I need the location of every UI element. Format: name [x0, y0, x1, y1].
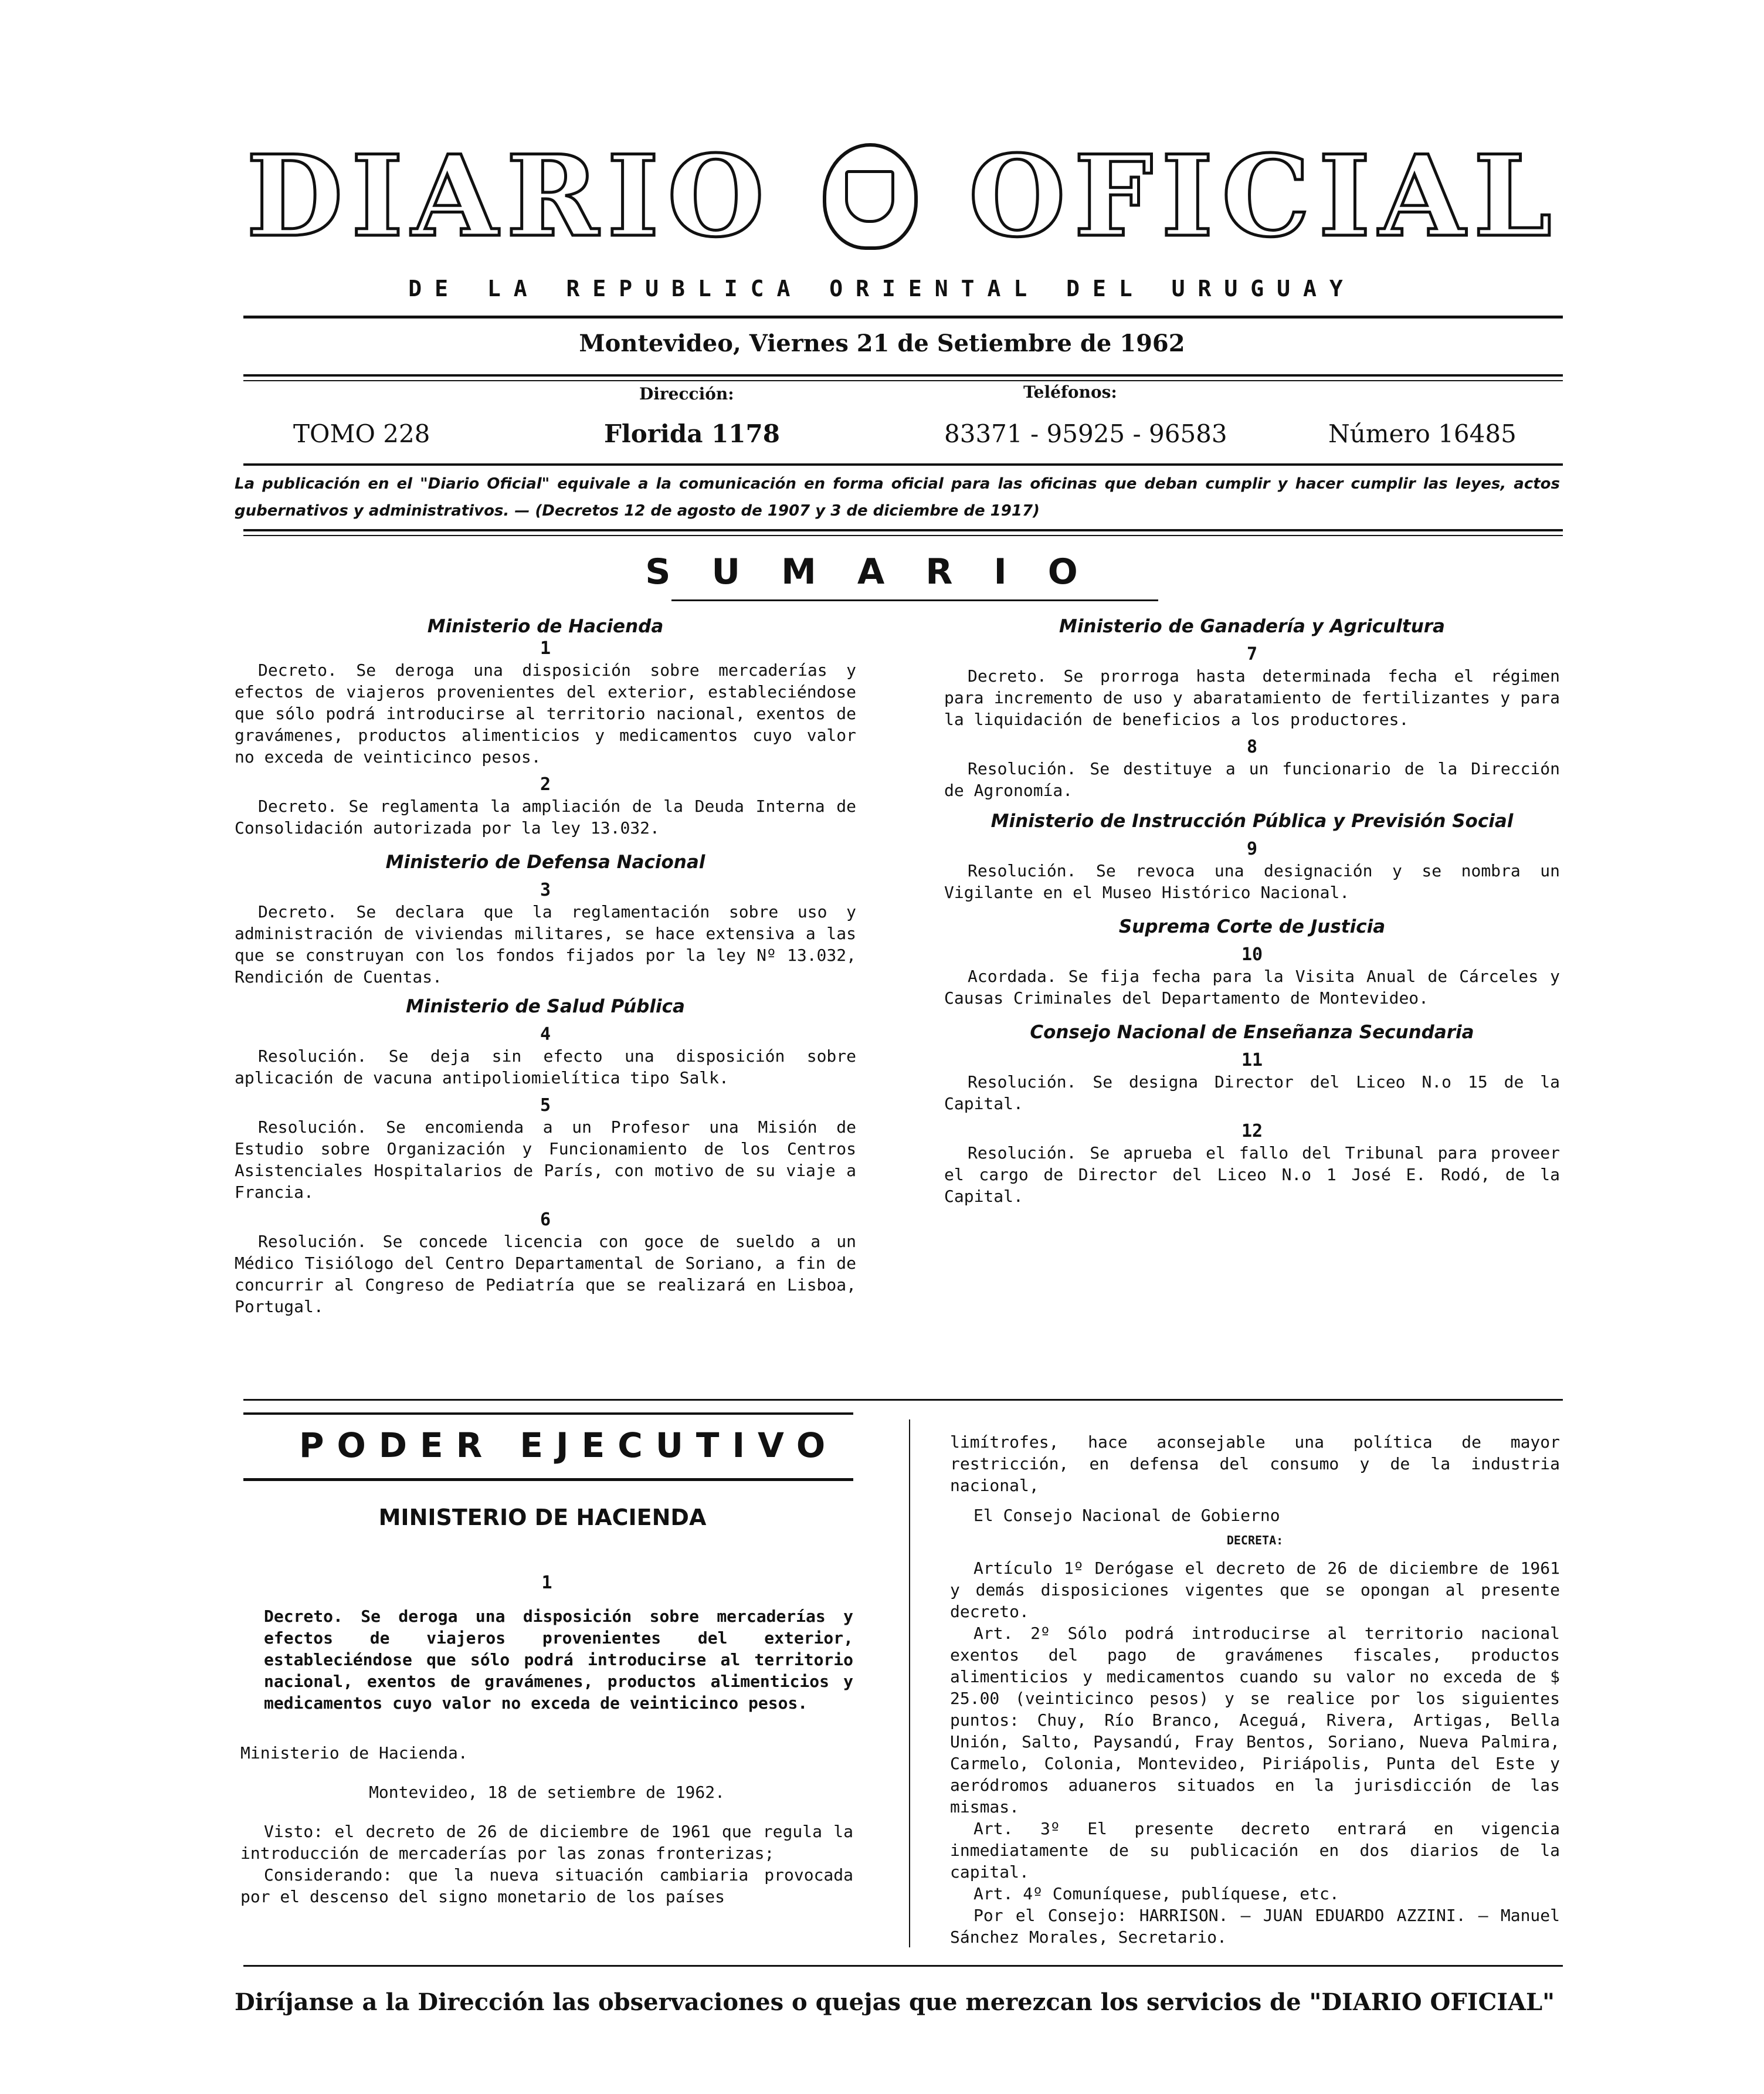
sumario-item-number: 9 — [1246, 839, 1258, 859]
telefonos-label: Teléfonos: — [1023, 382, 1117, 402]
rule-top — [243, 316, 1563, 318]
sumario-item-number: 4 — [540, 1024, 551, 1045]
decree-article: Art. 4º Comuníquese, publíquese, etc. — [973, 1884, 1339, 1903]
sumario-item-text: Acordada. Se fija fecha para la Visita Anual de Cárceles y Causas Criminales del Departamento de Montevideo. — [944, 967, 1560, 1008]
rule-dateline-thin — [243, 380, 1563, 381]
masthead-subtitle: DE LA REPUBLICA ORIENTAL DEL URUGUAY — [408, 276, 1356, 301]
ministerio-hacienda-title: MINISTERIO DE HACIENDA — [378, 1505, 707, 1530]
sumario-ministry-heading: Ministerio de Ganadería y Agricultura — [1059, 616, 1445, 637]
coat-of-arms-icon — [823, 143, 918, 250]
dateline: Montevideo, Viernes 21 de Setiembre de 1962 — [579, 330, 1185, 357]
sumario-item-number: 3 — [540, 880, 551, 900]
sumario-right-column — [944, 616, 1560, 1207]
sumario-item-text: Resolución. Se encomienda a un Profesor una Misión de Estudio sobre Organización y Funcionamiento de los Centros Asistenciales Hospitalarios de París, con motivo de su viaje a Francia. — [235, 1117, 856, 1202]
tomo: TOMO 228 — [293, 419, 430, 448]
sumario-ministry-heading: Ministerio de Hacienda — [427, 616, 664, 637]
sumario-item-text: Decreto. Se prorroga hasta determinada fecha el régimen para incremento de uso y abaratamiento de fertilizantes y para la liquidación de beneficios a los productores. — [944, 666, 1560, 729]
decree-summary: Decreto. Se deroga una disposición sobre mercaderías y efectos de viajeros provenientes del exterior, estableciéndose que sólo podrá introducirse al territorio nacional, exentos de gravámenes, productos alimenticios y medicamentos cuyo valor no exceda de veinticinco pesos. — [264, 1607, 853, 1713]
decree-article: Art. 3º El presente decreto entrará en vigencia inmediatamente de su publicación en dos diarios de la capital. — [950, 1819, 1560, 1882]
decree-article: Artículo 1º Derógase el decreto de 26 de diciembre de 1961 y demás disposiciones vigentes que se opongan al presente decreto. — [950, 1558, 1560, 1621]
sumario-item-number: 7 — [1246, 644, 1258, 665]
numero: Número 16485 — [1328, 419, 1517, 448]
decree-continuation: limítrofes, hace aconsejable una política de mayor restricción, en defensa del consumo y de la industria nacional, — [950, 1432, 1560, 1495]
decree-visto: Visto: el decreto de 26 de diciembre de 1961 que regula la introducción de mercaderías por las zonas fronterizas; — [240, 1822, 853, 1863]
legal-notice: La publicación en el "Diario Oficial" equivale a la comunicación en forma oficial para las oficinas que deban cumplir y hacer cumplir las leyes, actos gubernativos y administrativos. — (Decretos 12 de agosto de 1907 y 3 de diciembre de 1917) — [235, 475, 1560, 520]
sumario-item-text: Resolución. Se concede licencia con goce de sueldo a un Médico Tisiólogo del Centro Departamental de Soriano, a fin de concurrir al Congreso de Pediatría que se realizará en Lisboa, Portugal. — [235, 1232, 856, 1316]
telefonos: 83371 - 95925 - 96583 — [944, 419, 1227, 448]
decree-date: Montevideo, 18 de setiembre de 1962. — [369, 1783, 725, 1802]
sumario-item-number: 12 — [1241, 1121, 1263, 1141]
sumario-item-text: Decreto. Se reglamenta la ampliación de la Deuda Interna de Consolidación autorizada por la ley 13.032. — [235, 797, 856, 838]
sumario-item-number: 2 — [540, 774, 551, 795]
masthead — [246, 131, 1560, 262]
masthead-title-left: DIARIO — [246, 131, 773, 262]
rule-notice — [243, 529, 1563, 531]
sumario-ministry-heading: Suprema Corte de Justicia — [1118, 916, 1386, 937]
decree-consejo: El Consejo Nacional de Gobierno — [973, 1506, 1280, 1525]
decree-signature: Por el Consejo: HARRISON. — JUAN EDUARDO AZZINI. — Manuel Sánchez Morales, Secretario. — [950, 1906, 1560, 1947]
rule-notice-thin — [243, 535, 1563, 536]
sumario-item-number: 10 — [1241, 944, 1263, 965]
sumario-ministry-heading: Ministerio de Instrucción Pública y Previsión Social — [990, 811, 1514, 832]
rule-footer — [243, 1965, 1563, 1967]
sumario-ministry-heading: Ministerio de Salud Pública — [406, 996, 685, 1017]
rule-poder-bottom — [243, 1478, 853, 1481]
sumario-item-number: 8 — [1246, 737, 1258, 757]
rule-dateline — [243, 374, 1563, 377]
decree-decreta: DECRETA: — [1226, 1533, 1284, 1547]
sumario-item-text: Resolución. Se revoca una designación y se nombra un Vigilante en el Museo Histórico Nacional. — [944, 861, 1560, 902]
poder-ejecutivo-title: PODER EJECUTIVO — [299, 1425, 839, 1465]
sumario-title: SUMARIO — [645, 551, 1119, 592]
decree-considerando: Considerando: que la nueva situación cambiaria provocada por el descenso del signo monetario de los países — [240, 1865, 853, 1906]
direccion-label: Dirección: — [639, 384, 734, 404]
masthead-title-right: OFICIAL — [968, 131, 1560, 262]
rule-section — [243, 1399, 1563, 1401]
decree-ministry: Ministerio de Hacienda. — [240, 1743, 468, 1763]
sumario-item-number: 5 — [540, 1095, 551, 1116]
sumario-left-column — [235, 616, 856, 1317]
direccion: Florida 1178 — [604, 419, 780, 448]
sumario-item-text: Resolución. Se destituye a un funcionario de la Dirección de Agronomía. — [944, 759, 1560, 800]
sumario-item-text: Resolución. Se deja sin efecto una disposición sobre aplicación de vacuna antipoliomielítica tipo Salk. — [235, 1046, 856, 1087]
sumario-item-number: 6 — [540, 1209, 551, 1230]
sumario-item-text: Resolución. Se aprueba el fallo del Tribunal para proveer el cargo de Director del Liceo N.o 1 José E. Rodó, de la Capital. — [944, 1143, 1560, 1206]
sumario-item-text: Decreto. Se deroga una disposición sobre mercaderías y efectos de viajeros provenientes del exterior, estableciéndose que sólo podrá introducirse al territorio nacional, exentos de gravámenes, productos alimenticios y medicamentos cuyo valor no exceda de veinticinco pesos. — [235, 660, 856, 767]
decree-article: Art. 2º Sólo podrá introducirse al territorio nacional exentos del pago de gravámenes fiscales, productos alimenticios y medicamentos cuando su valor no exceda de $ 25.00 (veinticinco pesos) y se realice por los siguientes puntos: Chuy, Río Branco, Aceguá, Rivera, Artigas, Bella Unión, Salto, Paysandú, Fray Bentos, Soriano, Nueva Palmira, Carmelo, Colonia, Montevideo, Piriápolis, Punta del Este y aeródromos aduaneros situados en la jurisdicción de las mismas. — [950, 1624, 1560, 1817]
footer-notice: Diríjanse a la Dirección las observaciones o quejas que merezcan los servicios de "DIARIO OFICIAL" — [235, 1988, 1555, 2016]
decree-right-column — [950, 1431, 1560, 1948]
sumario-item-number: 1 — [540, 638, 551, 659]
sumario-item-text: Decreto. Se declara que la reglamentación sobre uso y administración de viviendas militares, se hace extensiva a las que se construyan con los fondos fijados por la ley Nº 13.032, Rendición de Cuentas. — [235, 902, 856, 987]
rule-sumario — [671, 599, 1158, 601]
column-divider — [909, 1419, 910, 1947]
rule-info — [243, 463, 1563, 466]
decree-number: 1 — [541, 1573, 552, 1593]
sumario-item-text: Resolución. Se designa Director del Liceo N.o 15 de la Capital. — [944, 1072, 1560, 1113]
rule-poder-top — [243, 1412, 853, 1415]
sumario-ministry-heading: Ministerio de Defensa Nacional — [385, 852, 705, 873]
sumario-ministry-heading: Consejo Nacional de Enseñanza Secundaria — [1030, 1022, 1474, 1043]
sumario-item-number: 11 — [1241, 1050, 1263, 1070]
decree-left-column — [240, 1572, 853, 1907]
